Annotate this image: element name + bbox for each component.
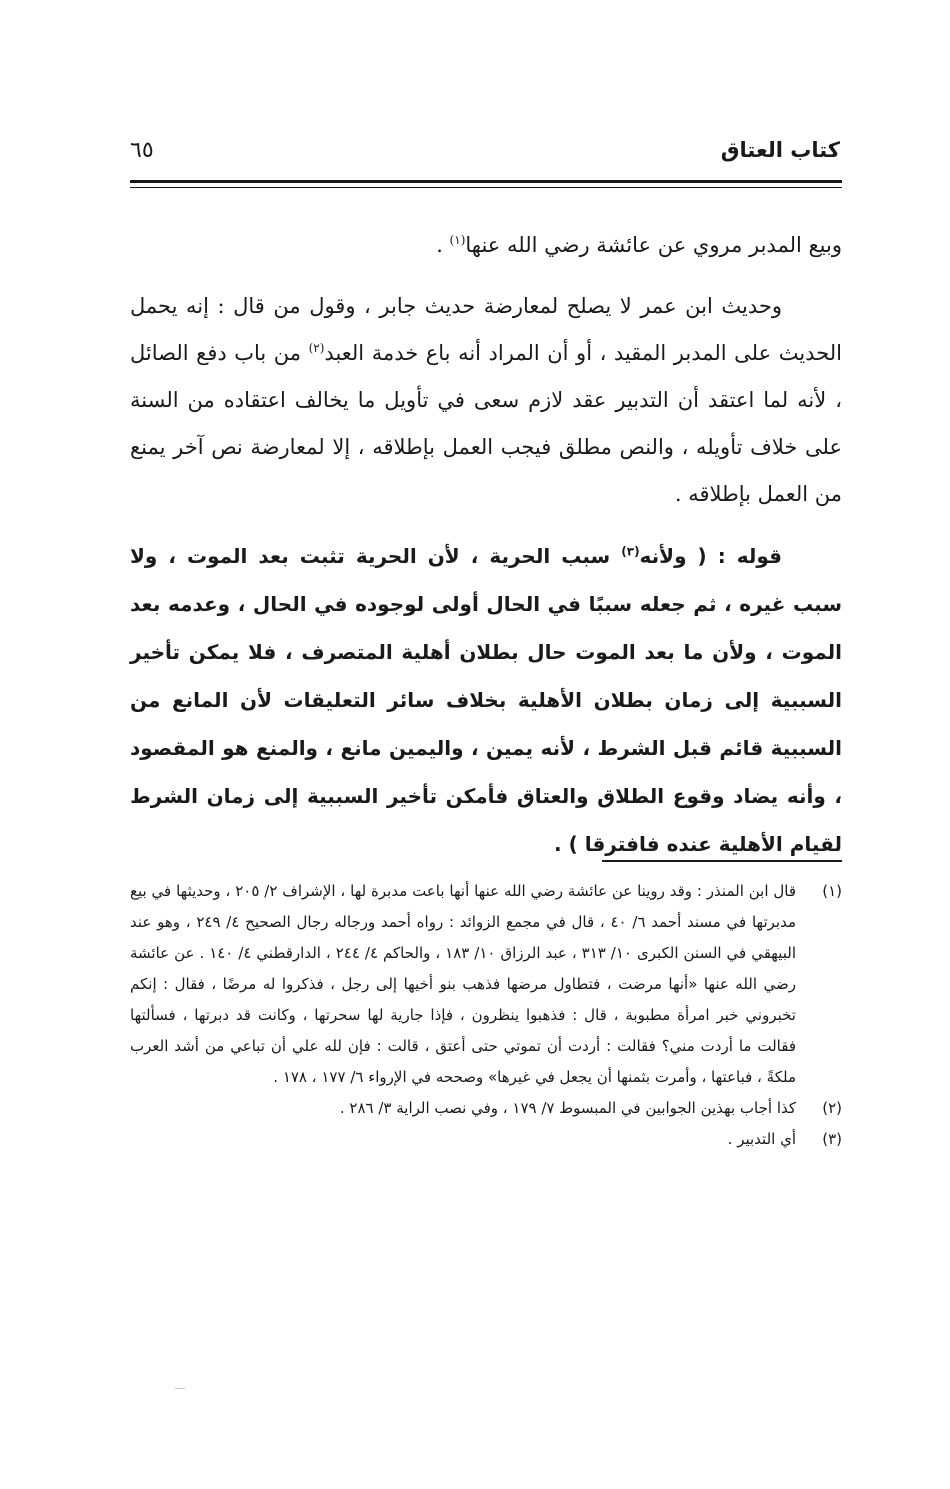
paragraph-3-quoted-matn — [130, 532, 842, 868]
footnote-marker-1: (١) — [449, 233, 466, 247]
paragraph-1 — [130, 222, 842, 269]
paragraph-3-part-1: قوله : ( ولأنه — [639, 544, 783, 568]
paragraph-3-part-2: سبب الحرية ، لأن الحرية تثبت بعد الموت ، ولا سبب غيره ، ثم جعله سببًا في الحال أولى لوجوده في الحال ، وعدمه بعد الموت ، ولأن ما بعد الموت حال بطلان أهلية المتصرف ، فلا يمكن تأخير السببية إلى زمان بطلان الأهلية بخلاف سائر التعليقات لأن المانع من السببية قائم قبل الشرط ، لأنه يمين ، واليمين مانع ، والمنع هو المقصود ، وأنه يضاد وقوع الطلاق والعتاق فأمكن تأخير السببية إلى زمان الشرط لقيام الأهلية عنده فافترقا ) . — [130, 544, 842, 856]
footnotes — [130, 876, 842, 1155]
scan-mark — [175, 1388, 185, 1389]
paragraph-1-text: وبيع المدبر مروي عن عائشة رضي الله عنها — [465, 233, 842, 257]
page-number: ٦٥ — [130, 138, 154, 163]
footnote-marker-3: (٣) — [621, 544, 640, 559]
paragraph-2-part-1: وحديث ابن عمر لا يصلح لمعارضة حديث جابر ، وقول من قال : إنه يحمل الحديث على المدبر المقيد ، أو أن المراد أنه باع خدمة العبد — [130, 294, 842, 365]
paragraph-2-part-2: من باب دفع الصائل ، لأنه لما اعتقد أن التدبير عقد لازم سعى في تأويل ما يخالف اعتقاده من السنة على خلاف تأويله ، والنص مطلق فيجب العمل بإطلاقه ، إلا لمعارضة نص آخر يمنع من العمل بإطلاقه . — [130, 341, 842, 506]
main-text — [130, 222, 842, 868]
footnote-3-text: أي التدبير . — [727, 1130, 796, 1148]
footnote-1-text: قال ابن المنذر : وقد روينا عن عائشة رضي الله عنها أنها باعت مدبرة لها ، الإشراف ٢/ ٢٠٥ ، وحديثها في بيع مدبرتها في مسند أحمد ٦/ ٤٠ ، قال في مجمع الزوائد : رواه أحمد ورجاله رجال الصحيح ٤/ ٢٤٩ ، وهو عند البيهقي في السنن الكبرى ١٠/ ٣١٣ ، عبد الرزاق ١٠/ ١٨٣ ، والحاكم ٤/ ٢٤٤ ، الدارقطني ٤/ ١٤٠ . عن عائشة رضي الله عنها «أنها مرضت ، فتطاول مرضها فذهب بنو أخيها إلى رجل ، فذكروا له مرضًا ، فقال : إنكم تخبروني خبر امرأة مطبوبة ، قال : فذهبوا ينظرون ، فإذا جارية لها سحرتها ، وكانت قد دبرتها ، فسألتها فقالت ما أردت مني؟ فقالت : أردت أن تموتي حتى أعتق ، قالت : فإن لله علي أن تباعي من أشد العرب ملكةً ، فباعتها ، وأمرت بثمنها أن يجعل في غيرها» وصححه في الإرواء ٦/ ١٧٧ ، ١٧٨ . — [130, 882, 796, 1086]
footnote-2-number: (٢) — [822, 1099, 842, 1117]
paragraph-1-end: . — [436, 233, 450, 257]
header-rule-thin — [130, 187, 842, 188]
footnote-marker-2: (٢) — [308, 341, 325, 355]
footnote-3-number: (٣) — [822, 1130, 842, 1148]
footnote-2 — [130, 1093, 842, 1124]
footnote-2-text: كذا أجاب بهذين الجوابين في المبسوط ٧/ ١٧٩ ، وفي نصب الراية ٣/ ٢٨٦ . — [339, 1099, 796, 1117]
running-header — [130, 138, 840, 178]
footnote-3 — [130, 1124, 842, 1155]
header-rule-thick — [130, 180, 842, 183]
chapter-title: كتاب العتاق — [720, 138, 840, 162]
footnote-1-number: (١) — [822, 882, 842, 900]
paragraph-2 — [130, 283, 842, 518]
footnote-1 — [130, 876, 842, 1093]
footnote-separator — [602, 860, 842, 862]
